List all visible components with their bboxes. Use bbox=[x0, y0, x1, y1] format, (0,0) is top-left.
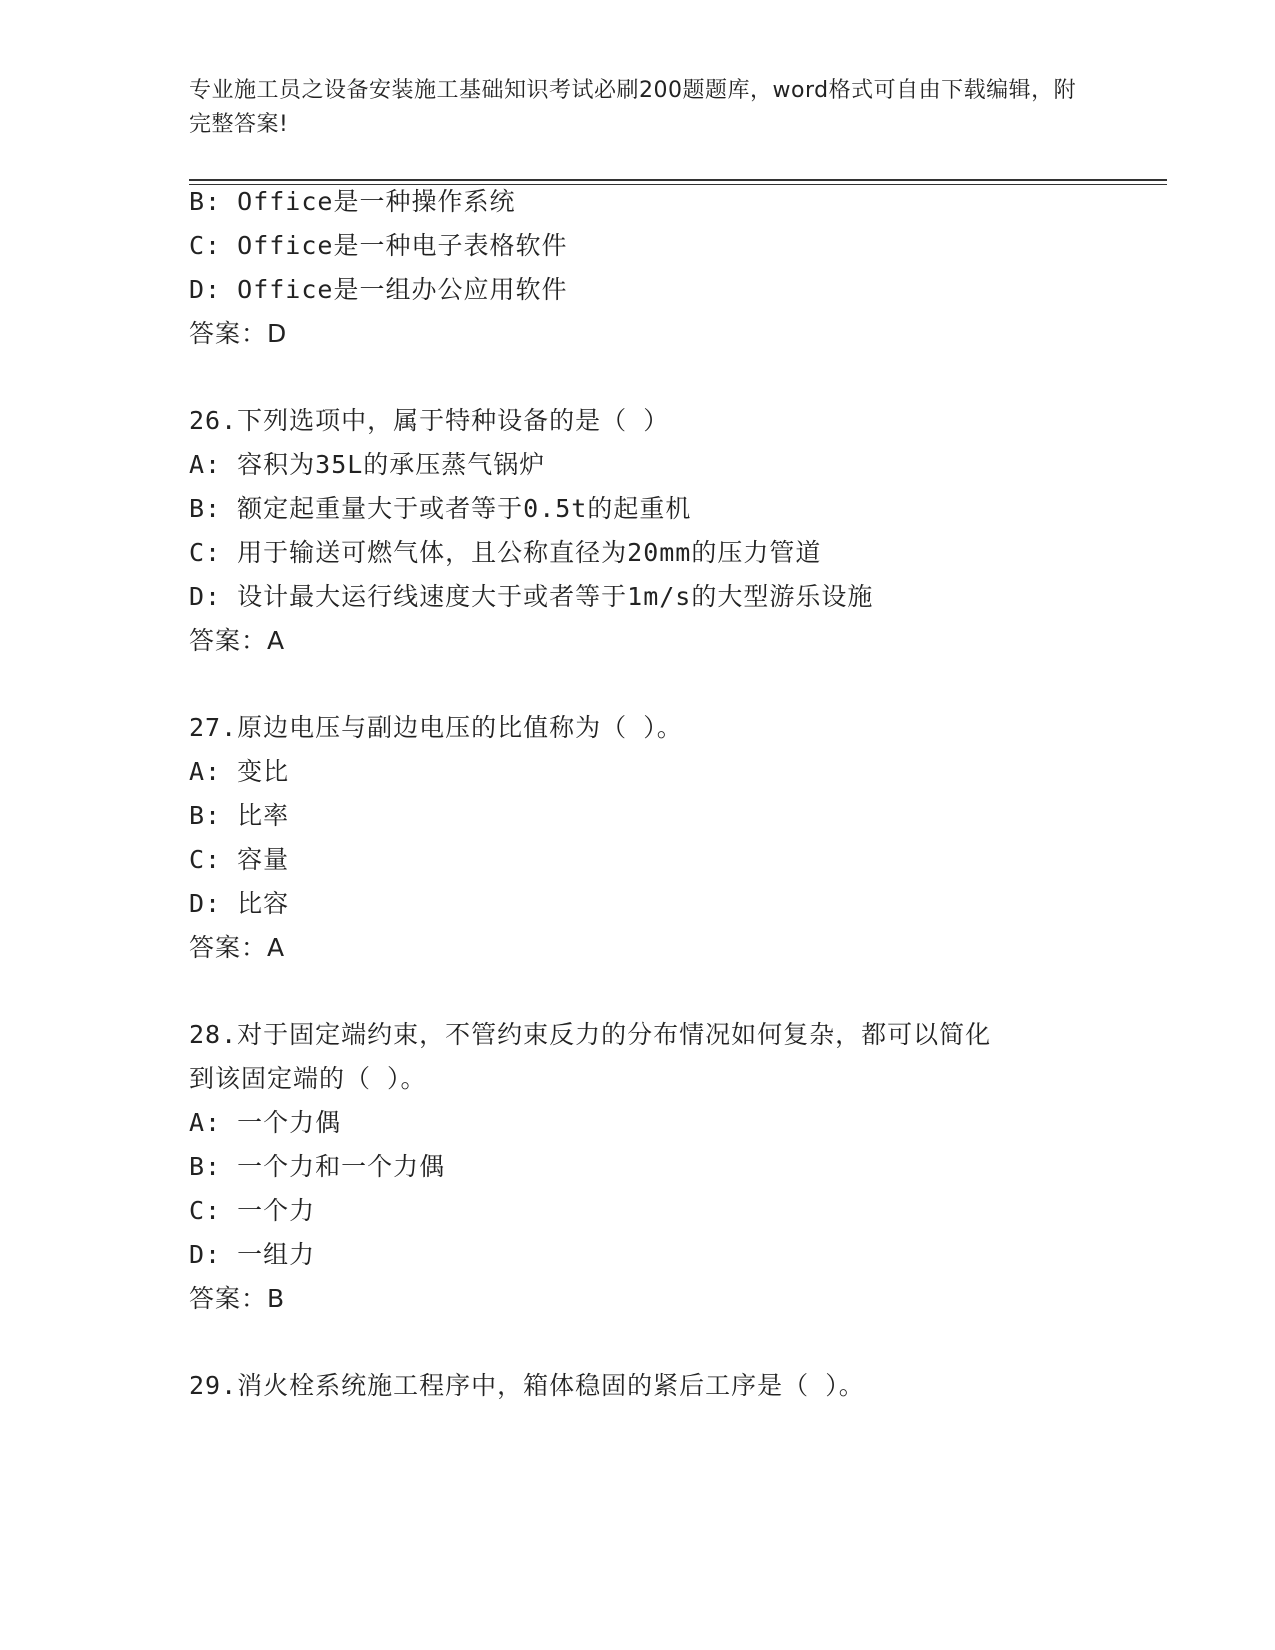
q26-question: 26.下列选项中，属于特种设备的是（ ） bbox=[189, 406, 670, 435]
q28-option-a: A: 一个力偶 bbox=[189, 1108, 342, 1137]
q28-question-line1: 28.对于固定端约束，不管约束反力的分布情况如何复杂，都可以简化 bbox=[189, 1020, 992, 1049]
q27-option-d: D: 比容 bbox=[189, 889, 290, 918]
q26-answer: 答案：A bbox=[189, 626, 286, 655]
q28-question-line2: 到该固定端的（ ）。 bbox=[189, 1064, 427, 1093]
q26-option-b: B: 额定起重量大于或者等于0.5t的起重机 bbox=[189, 494, 692, 523]
q26-option-a: A: 容积为35L的承压蒸气锅炉 bbox=[189, 450, 546, 479]
q27-option-c: C: 容量 bbox=[189, 845, 290, 874]
q28-option-d: D: 一组力 bbox=[189, 1240, 316, 1269]
q25-answer: 答案：D bbox=[189, 319, 288, 348]
q28-option-c: C: 一个力 bbox=[189, 1196, 316, 1225]
q28-option-b: B: 一个力和一个力偶 bbox=[189, 1152, 446, 1181]
q29-question: 29.消火栓系统施工程序中，箱体稳固的紧后工序是（ ）。 bbox=[189, 1371, 865, 1400]
q26-option-d: D: 设计最大运行线速度大于或者等于1m/s的大型游乐设施 bbox=[189, 582, 874, 611]
q25-option-d: D: Office是一组办公应用软件 bbox=[189, 275, 568, 304]
q27-answer: 答案：A bbox=[189, 933, 286, 962]
q27-question: 27.原边电压与副边电压的比值称为（ ）。 bbox=[189, 713, 683, 742]
q28-answer: 答案：B bbox=[189, 1284, 286, 1313]
q27-option-b: B: 比率 bbox=[189, 801, 290, 830]
document-header-title: 专业施工员之设备安装施工基础知识考试必刷200题题库，word格式可自由下载编辑，附完整答案! bbox=[189, 78, 1077, 137]
q25-option-b: B: Office是一种操作系统 bbox=[189, 187, 516, 216]
q26-option-c: C: 用于输送可燃气体，且公称直径为20mm的压力管道 bbox=[189, 538, 822, 567]
q27-option-a: A: 变比 bbox=[189, 757, 290, 786]
q25-option-c: C: Office是一种电子表格软件 bbox=[189, 231, 568, 260]
